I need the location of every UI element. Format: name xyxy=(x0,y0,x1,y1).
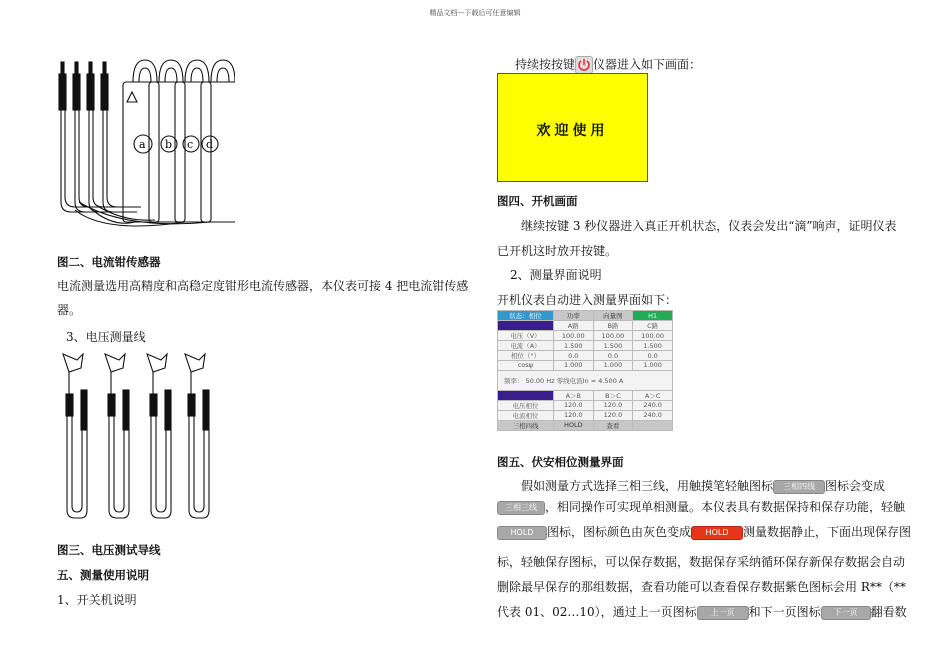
mode-3p4w-button[interactable]: 三相四线 xyxy=(498,420,554,430)
col-ac: A＞C xyxy=(633,390,673,400)
para3-line1: 假如测量方式选择三相三线，用触摸笔轻触图标 三相四线 图标会变成 xyxy=(521,479,886,493)
chip-hold-gray: HOLD xyxy=(497,526,547,540)
para3-line6: 代表 01、02…10），通过上一页图标 上一页 和下一页图标 下一页 翻看数 xyxy=(497,605,907,619)
auto-enter-line: 开机仪表自动进入测量界面如下： xyxy=(497,293,678,307)
section-5-title: 五、测量使用说明 xyxy=(57,568,149,582)
purple-icon-2[interactable] xyxy=(498,390,554,400)
item-3: 3、电压测量线 xyxy=(66,330,146,344)
page-header: 精品文档---下载后可任意编辑 xyxy=(429,9,521,17)
power-line-pre: 持续按按键 xyxy=(515,57,576,72)
item-1: 1、开关机说明 xyxy=(57,593,137,607)
chip-next-page: 下一页 xyxy=(821,606,871,620)
table-row: 相位（°） 0.0 0.0 0.0 xyxy=(498,351,673,361)
col-b: B路 xyxy=(593,321,633,331)
power-key-line xyxy=(515,56,701,74)
table-row: 电压相位 120.0 120.0 240.0 xyxy=(498,400,673,410)
chip-3p3w: 三相三线 xyxy=(497,501,545,515)
clamp-label-b: b xyxy=(165,138,173,151)
table-row: 电压（V） 100.00 100.00 100.00 xyxy=(498,331,673,341)
power-icon xyxy=(575,56,593,74)
col-a: A路 xyxy=(553,321,593,331)
tab-power[interactable]: 功率 xyxy=(553,311,593,321)
fig3-caption: 图三、电压测试导线 xyxy=(57,543,161,557)
table-row: 电流（A） 1.500 1.500 1.500 xyxy=(498,341,673,351)
clamp-label-d: d xyxy=(206,138,214,151)
table-row: 电流相位 120.0 120.0 240.0 xyxy=(498,410,673,420)
empty-button xyxy=(633,420,673,430)
voltage-leads-illustration xyxy=(55,350,230,522)
item-2: 2、测量界面说明 xyxy=(510,268,602,282)
col-bc: B＞C xyxy=(593,390,633,400)
fig2-caption: 图二、电流钳传感器 xyxy=(57,255,161,269)
tab-status-phase[interactable]: 状态：相位 xyxy=(498,311,554,321)
col-c: C路 xyxy=(633,321,673,331)
para2-line2: 已开机这时放开按键。 xyxy=(497,244,618,258)
para3-line2: 三相三线 ，相同操作可实现单相测量。本仪表具有数据保持和保存功能，轻触 xyxy=(497,499,905,515)
fig4-caption: 图四、开机画面 xyxy=(497,194,578,208)
view-button[interactable]: 查看 xyxy=(593,420,633,430)
frequency-readout: 频率： 50.00 Hz 零线电流In = 4.500 A xyxy=(498,370,673,390)
table-row: cosψ 1.000 1.000 1.000 xyxy=(498,361,673,371)
current-clamp-illustration xyxy=(55,52,235,237)
chip-hold-red: HOLD xyxy=(691,526,743,540)
para1-line2: 器。 xyxy=(57,303,82,317)
col-ab: A＞B xyxy=(553,390,593,400)
fig5-caption: 图五、伏安相位测量界面 xyxy=(497,455,624,469)
power-line-post: 仪器进入如下画面： xyxy=(593,57,702,72)
measurement-screen xyxy=(497,310,673,431)
clamp-label-a: a xyxy=(139,138,146,151)
chip-prev-page: 上一页 xyxy=(697,606,749,620)
chip-3p4w: 三相四线 xyxy=(773,480,825,494)
para3-line3: HOLD 图标，图标颜色由灰色变成 HOLD 测量数据静止，下面出现保存图 xyxy=(497,524,911,540)
welcome-text: 欢迎使用 xyxy=(536,123,609,139)
clamp-label-c: c xyxy=(187,138,194,151)
para3-line5: 删除最早保存的那组数据，查看功能可以查看保存数据紫色图标会用 R**（** xyxy=(497,580,906,594)
para2-line1: 继续按键 3 秒仪器进入真正开机状态，仪表会发出“滴”响声，证明仪表 xyxy=(521,219,897,233)
purple-icon[interactable] xyxy=(498,321,554,331)
tab-vector[interactable]: 向量图 xyxy=(593,311,633,321)
para1-line1: 电流测量选用高精度和高稳定度钳形电流传感器，本仪表可接 4 把电流钳传感 xyxy=(57,279,469,293)
para3-line4: 标，轻触保存图标，可以保存数据，数据保存采纳循环保存新保存数据会自动 xyxy=(497,555,906,569)
hold-button[interactable]: HOLD xyxy=(553,420,593,430)
welcome-screen xyxy=(497,73,648,182)
tab-h1[interactable]: H1 xyxy=(633,311,673,321)
